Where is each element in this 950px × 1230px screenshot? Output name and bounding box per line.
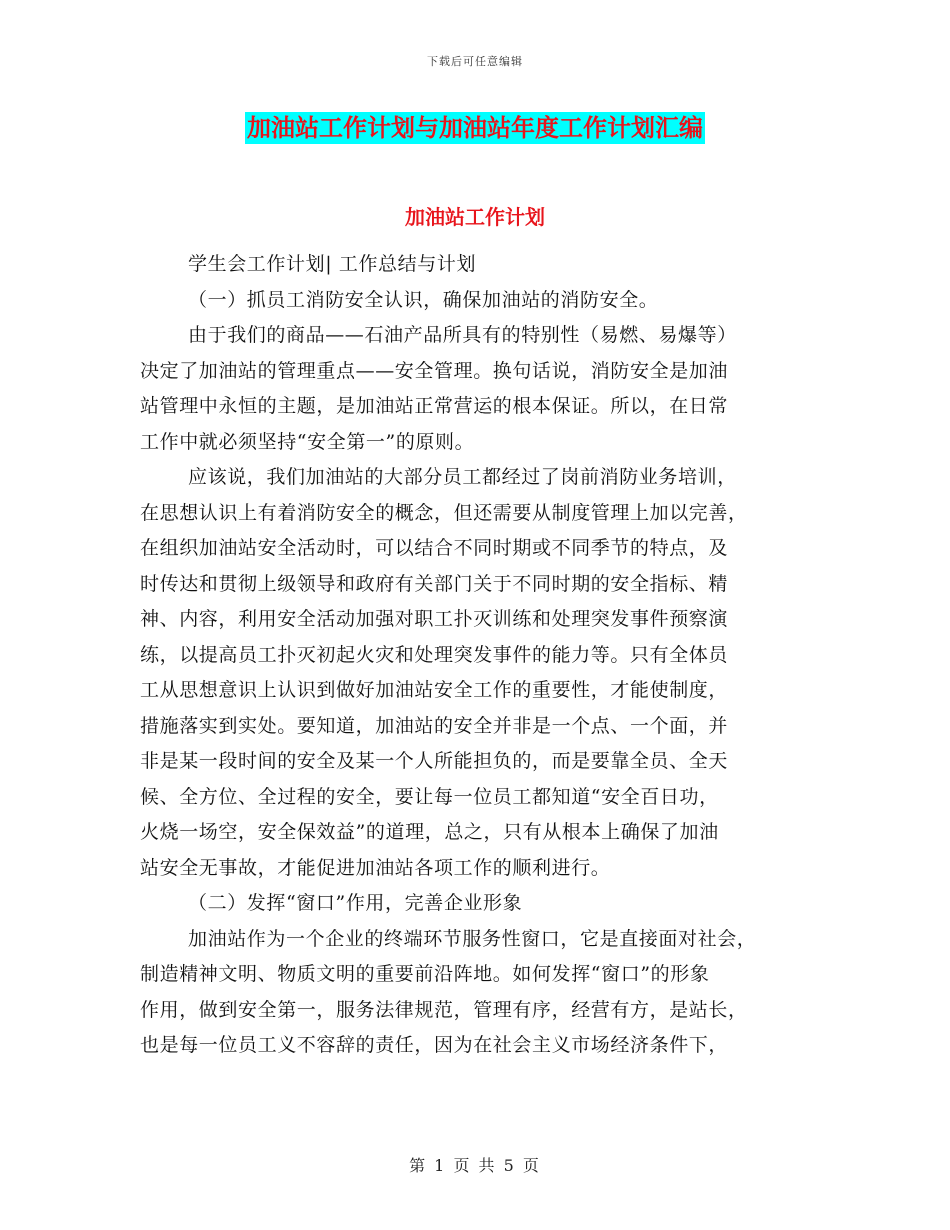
body-line: 非是某一段时间的安全及某一个人所能担负的，而是要靠全员、全天 xyxy=(140,750,729,772)
document-title-text: 加油站工作计划与加油站年度工作计划汇编 xyxy=(247,114,703,142)
body-line: 工从思想意识上认识到做好加油站安全工作的重要性，才能使制度， xyxy=(140,679,729,701)
body-line: 神、内容，利用安全活动加强对职工扑灭训练和处理突发事件预察演 xyxy=(140,608,729,630)
document-body xyxy=(140,247,800,1064)
section-heading: （一）抓员工消防安全认识，确保加油站的消防安全。 xyxy=(188,288,659,311)
page-header-note: 下载后可任意编辑 xyxy=(427,55,523,68)
body-line: 在组织加油站安全活动时，可以结合不同时期或不同季节的特点，及 xyxy=(140,537,729,559)
body-line: 候、全方位、全过程的安全，要让每一位员工都知道“安全百日功， xyxy=(140,785,719,808)
section-title: 加油站工作计划 xyxy=(405,205,545,229)
body-line: 应该说，我们加油站的大部分员工都经过了岗前消防业务培训， xyxy=(188,466,737,488)
body-line: 站安全无事故，才能促进加油站各项工作的顺利进行。 xyxy=(140,856,611,879)
body-line: 加油站作为一个企业的终端环节服务性窗口，它是直接面对社会， xyxy=(188,927,757,950)
body-line: 制造精神文明、物质文明的重要前沿阵地。如何发挥“窗口”的形象 xyxy=(140,963,710,985)
section-heading: （二）发挥“窗口”作用，完善企业形象 xyxy=(188,892,523,914)
body-line: 工作中就必须坚持“安全第一”的原则。 xyxy=(140,430,475,453)
page-footer: 第 1 页 共 5 页 xyxy=(409,1156,541,1175)
body-line: 在思想认识上有着消防安全的概念，但还需要从制度管理上加以完善， xyxy=(140,501,748,524)
body-line: 决定了加油站的管理重点——安全管理。换句话说，消防安全是加油 xyxy=(140,359,729,382)
body-line: 作用，做到安全第一，服务法律规范，管理有序，经营有方，是站长， xyxy=(140,998,748,1021)
body-line: 学生会工作计划| 工作总结与计划 xyxy=(188,253,477,275)
document-title xyxy=(0,112,950,144)
body-line: 火烧一场空，安全保效益”的道理，总之，只有从根本上确保了加油 xyxy=(140,821,719,843)
body-line: 措施落实到实处。要知道，加油站的安全并非是一个点、一个面，并 xyxy=(140,714,729,737)
body-line: 由于我们的商品——石油产品所具有的特别性（易燃、易爆等） xyxy=(188,324,737,346)
body-line: 也是每一位员工义不容辞的责任，因为在社会主义市场经济条件下， xyxy=(140,1034,729,1056)
body-line: 练，以提高员工扑灭初起火灾和处理突发事件的能力等。只有全体员 xyxy=(140,643,729,666)
body-line: 时传达和贯彻上级领导和政府有关部门关于不同时期的安全指标、精 xyxy=(140,572,729,595)
body-line: 站管理中永恒的主题，是加油站正常营运的根本保证。所以，在日常 xyxy=(140,395,729,417)
